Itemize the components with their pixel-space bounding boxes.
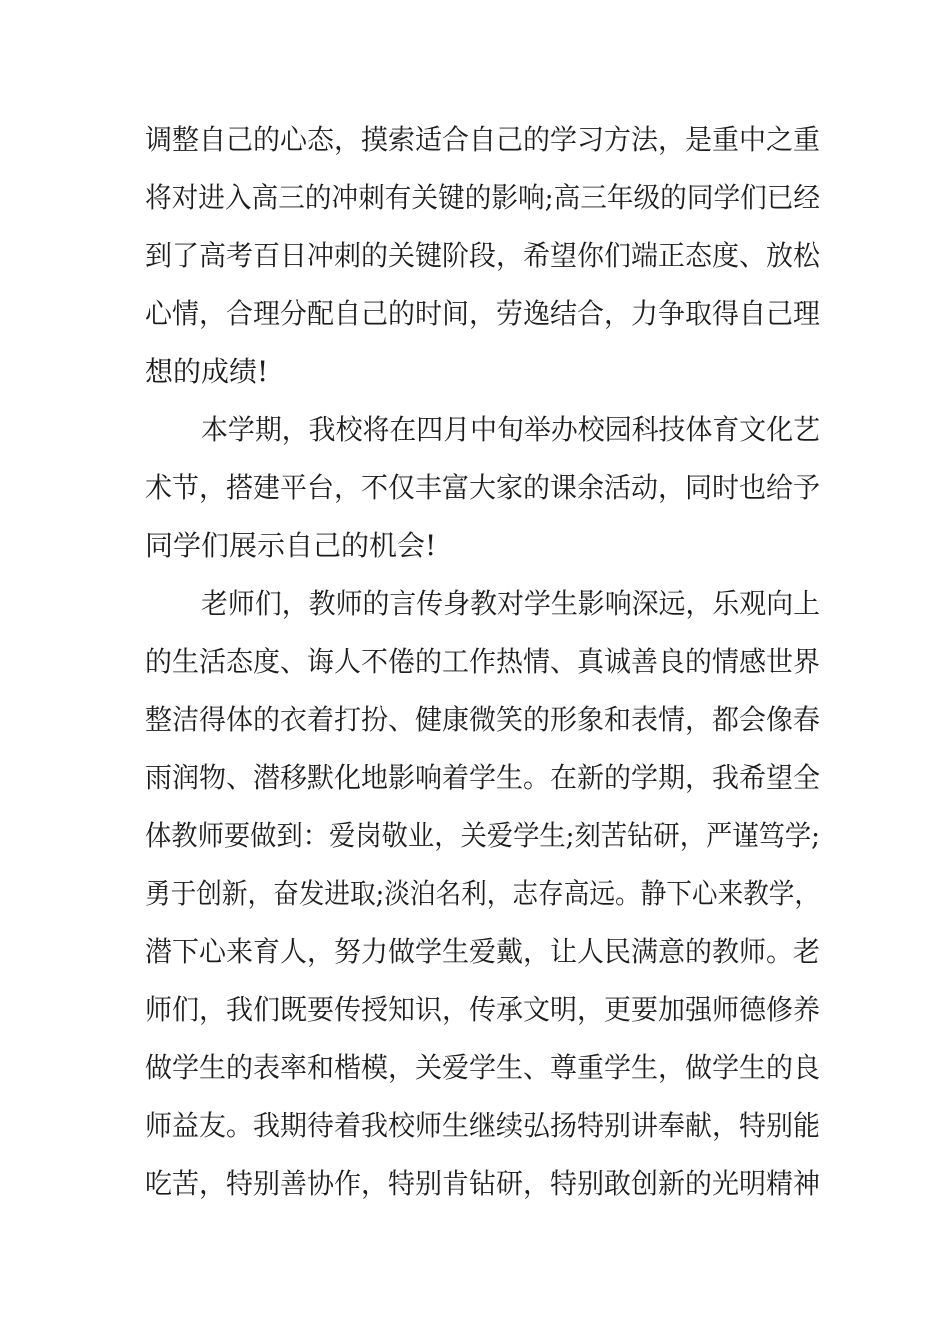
text-line: [0, 584, 950, 624]
line-text: 雨润物、潜移默化地影响着学生。在新的学期，我希望全: [145, 761, 821, 794]
line-text: 想的成绩!: [145, 355, 269, 388]
text-line: [0, 816, 950, 856]
text-line: [0, 874, 950, 914]
text-line: [0, 700, 950, 740]
line-text: 做学生的表率和楷模，关爱学生、尊重学生，做学生的良: [145, 1051, 821, 1084]
text-line: [0, 642, 950, 682]
text-line: [0, 1164, 950, 1204]
text-line: [0, 236, 950, 276]
line-text: 到了高考百日冲刺的关键阶段，希望你们端正态度、放松: [145, 239, 821, 272]
text-line: [0, 1048, 950, 1088]
text-line: [0, 410, 950, 450]
line-text: 调整自己的心态，摸索适合自己的学习方法，是重中之重: [145, 123, 821, 156]
line-text: 体教师要做到：爱岗敬业，关爱学生;刻苦钻研，严谨笃学;: [145, 819, 821, 852]
line-text: 本学期，我校将在四月中旬举办校园科技体育文化艺: [201, 413, 821, 446]
text-line: [0, 178, 950, 218]
line-text: 吃苦，特别善协作，特别肯钻研，特别敢创新的光明精神: [145, 1167, 821, 1200]
text-line: [0, 758, 950, 798]
text-line: [0, 352, 950, 392]
line-text: 的生活态度、诲人不倦的工作热情、真诚善良的情感世界: [145, 645, 821, 678]
line-text: 师益友。我期待着我校师生继续弘扬特别讲奉献，特别能: [145, 1109, 821, 1142]
text-line: [0, 1106, 950, 1146]
text-line: [0, 120, 950, 160]
text-line: [0, 932, 950, 972]
line-text: 潜下心来育人，努力做学生爱戴，让人民满意的教师。老: [145, 935, 821, 968]
text-line: [0, 294, 950, 334]
line-text: 心情，合理分配自己的时间，劳逸结合，力争取得自己理: [145, 297, 821, 330]
line-text: 老师们，教师的言传身教对学生影响深远，乐观向上: [201, 587, 821, 620]
line-text: 师们，我们既要传授知识，传承文明，更要加强师德修养: [145, 993, 821, 1026]
line-text: 术节，搭建平台，不仅丰富大家的课余活动，同时也给予: [145, 471, 821, 504]
text-line: [0, 468, 950, 508]
text-line: [0, 526, 950, 566]
line-text: 整洁得体的衣着打扮、健康微笑的形象和表情，都会像春: [145, 703, 821, 736]
line-text: 将对进入高三的冲刺有关键的影响;高三年级的同学们已经: [145, 181, 821, 214]
line-text: 同学们展示自己的机会!: [145, 529, 437, 562]
text-line: [0, 990, 950, 1030]
line-text: 勇于创新，奋发进取;淡泊名利，志存高远。静下心来教学，: [145, 877, 820, 910]
